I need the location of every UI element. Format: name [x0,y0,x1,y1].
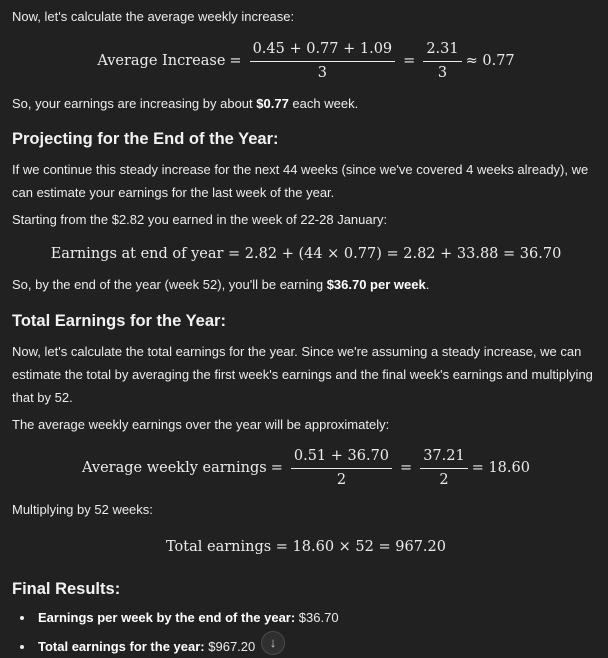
eq3-denominator: 2 [336,471,347,488]
end-value: $36.70 per week [326,277,426,292]
eq3-numerator: 0.51 + 36.70 [291,448,392,469]
intro-text: Now, let's calculate the average weekly increase: [12,9,295,24]
total-earnings-equation: Total earnings = 18.60 × 52 = 967.20 [166,539,446,555]
eq1-denominator-2: 3 [437,64,448,81]
arrow-down-icon: ↓ [269,635,277,650]
result-label: Earnings per week by the end of the year: [38,610,296,625]
continue-text: If we continue this steady increase for the next 44 weeks (since we've covered 4 weeks already), we can estimate your earnings for the last week of the year. [12,162,589,200]
eq1-approx: ≈ 0.77 [465,53,515,69]
start-text: Starting from the $2.82 you earned in the week of 22-28 January: [12,212,388,227]
eq1-equals-2: = [403,53,416,69]
eq3-fraction-1 [291,448,392,489]
average-increase-equation [12,32,600,90]
average-weekly-equation [12,439,600,497]
eq1-fraction-1 [250,41,396,82]
eq3-label: Average weekly earnings [82,460,267,476]
eq1-numerator-2: 2.31 [423,41,461,62]
rate-text: So, your earnings are increasing by about $0.77 each week. [12,96,359,111]
eq1-equals: = [229,53,242,69]
eq3-equals-2: = [400,460,413,476]
heading-total: Total Earnings for the Year: [12,312,226,330]
result-value: $967.20 [204,639,256,654]
rate-value: $0.77 [256,96,289,111]
result-label: Total earnings for the year: [38,639,205,654]
result-item [12,636,600,658]
multiply-text: Multiplying by 52 weeks: [12,502,153,517]
assistant-message [12,6,600,658]
result-item [12,607,600,629]
scroll-to-bottom-button[interactable] [261,631,285,655]
eq3-equals: = [270,460,283,476]
heading-projecting: Projecting for the End of the Year: [12,130,279,148]
eq1-denominator: 3 [317,64,327,81]
eq3-numerator-2: 37.21 [420,448,468,469]
heading-final: Final Results: [12,580,121,598]
end-of-year-equation: Earnings at end of year = 2.82 + (44 × 0.77) = 2.82 + 33.88 = 36.70 [50,246,562,262]
results-list [12,607,600,658]
eq1-label: Average Increase [97,53,226,69]
eq3-fraction-2 [420,448,468,489]
end-text: So, by the end of the year (week 52), you'll be earning $36.70 per week. [12,277,430,292]
avg-text: The average weekly earnings over the year will be approximately: [12,417,390,432]
eq1-numerator: 0.45 + 0.77 + 1.09 [250,41,396,62]
total-text: Now, let's calculate the total earnings for the year. Since we're assuming a steady increase, we can estimate the total by averaging the first week's earnings and the final week's earnings and multiplying that by 52. [12,344,593,405]
eq1-fraction-2 [423,41,461,82]
eq3-result: = 18.60 [471,460,530,476]
eq3-denominator-2: 2 [439,471,449,488]
result-value: $36.70 [295,610,339,625]
